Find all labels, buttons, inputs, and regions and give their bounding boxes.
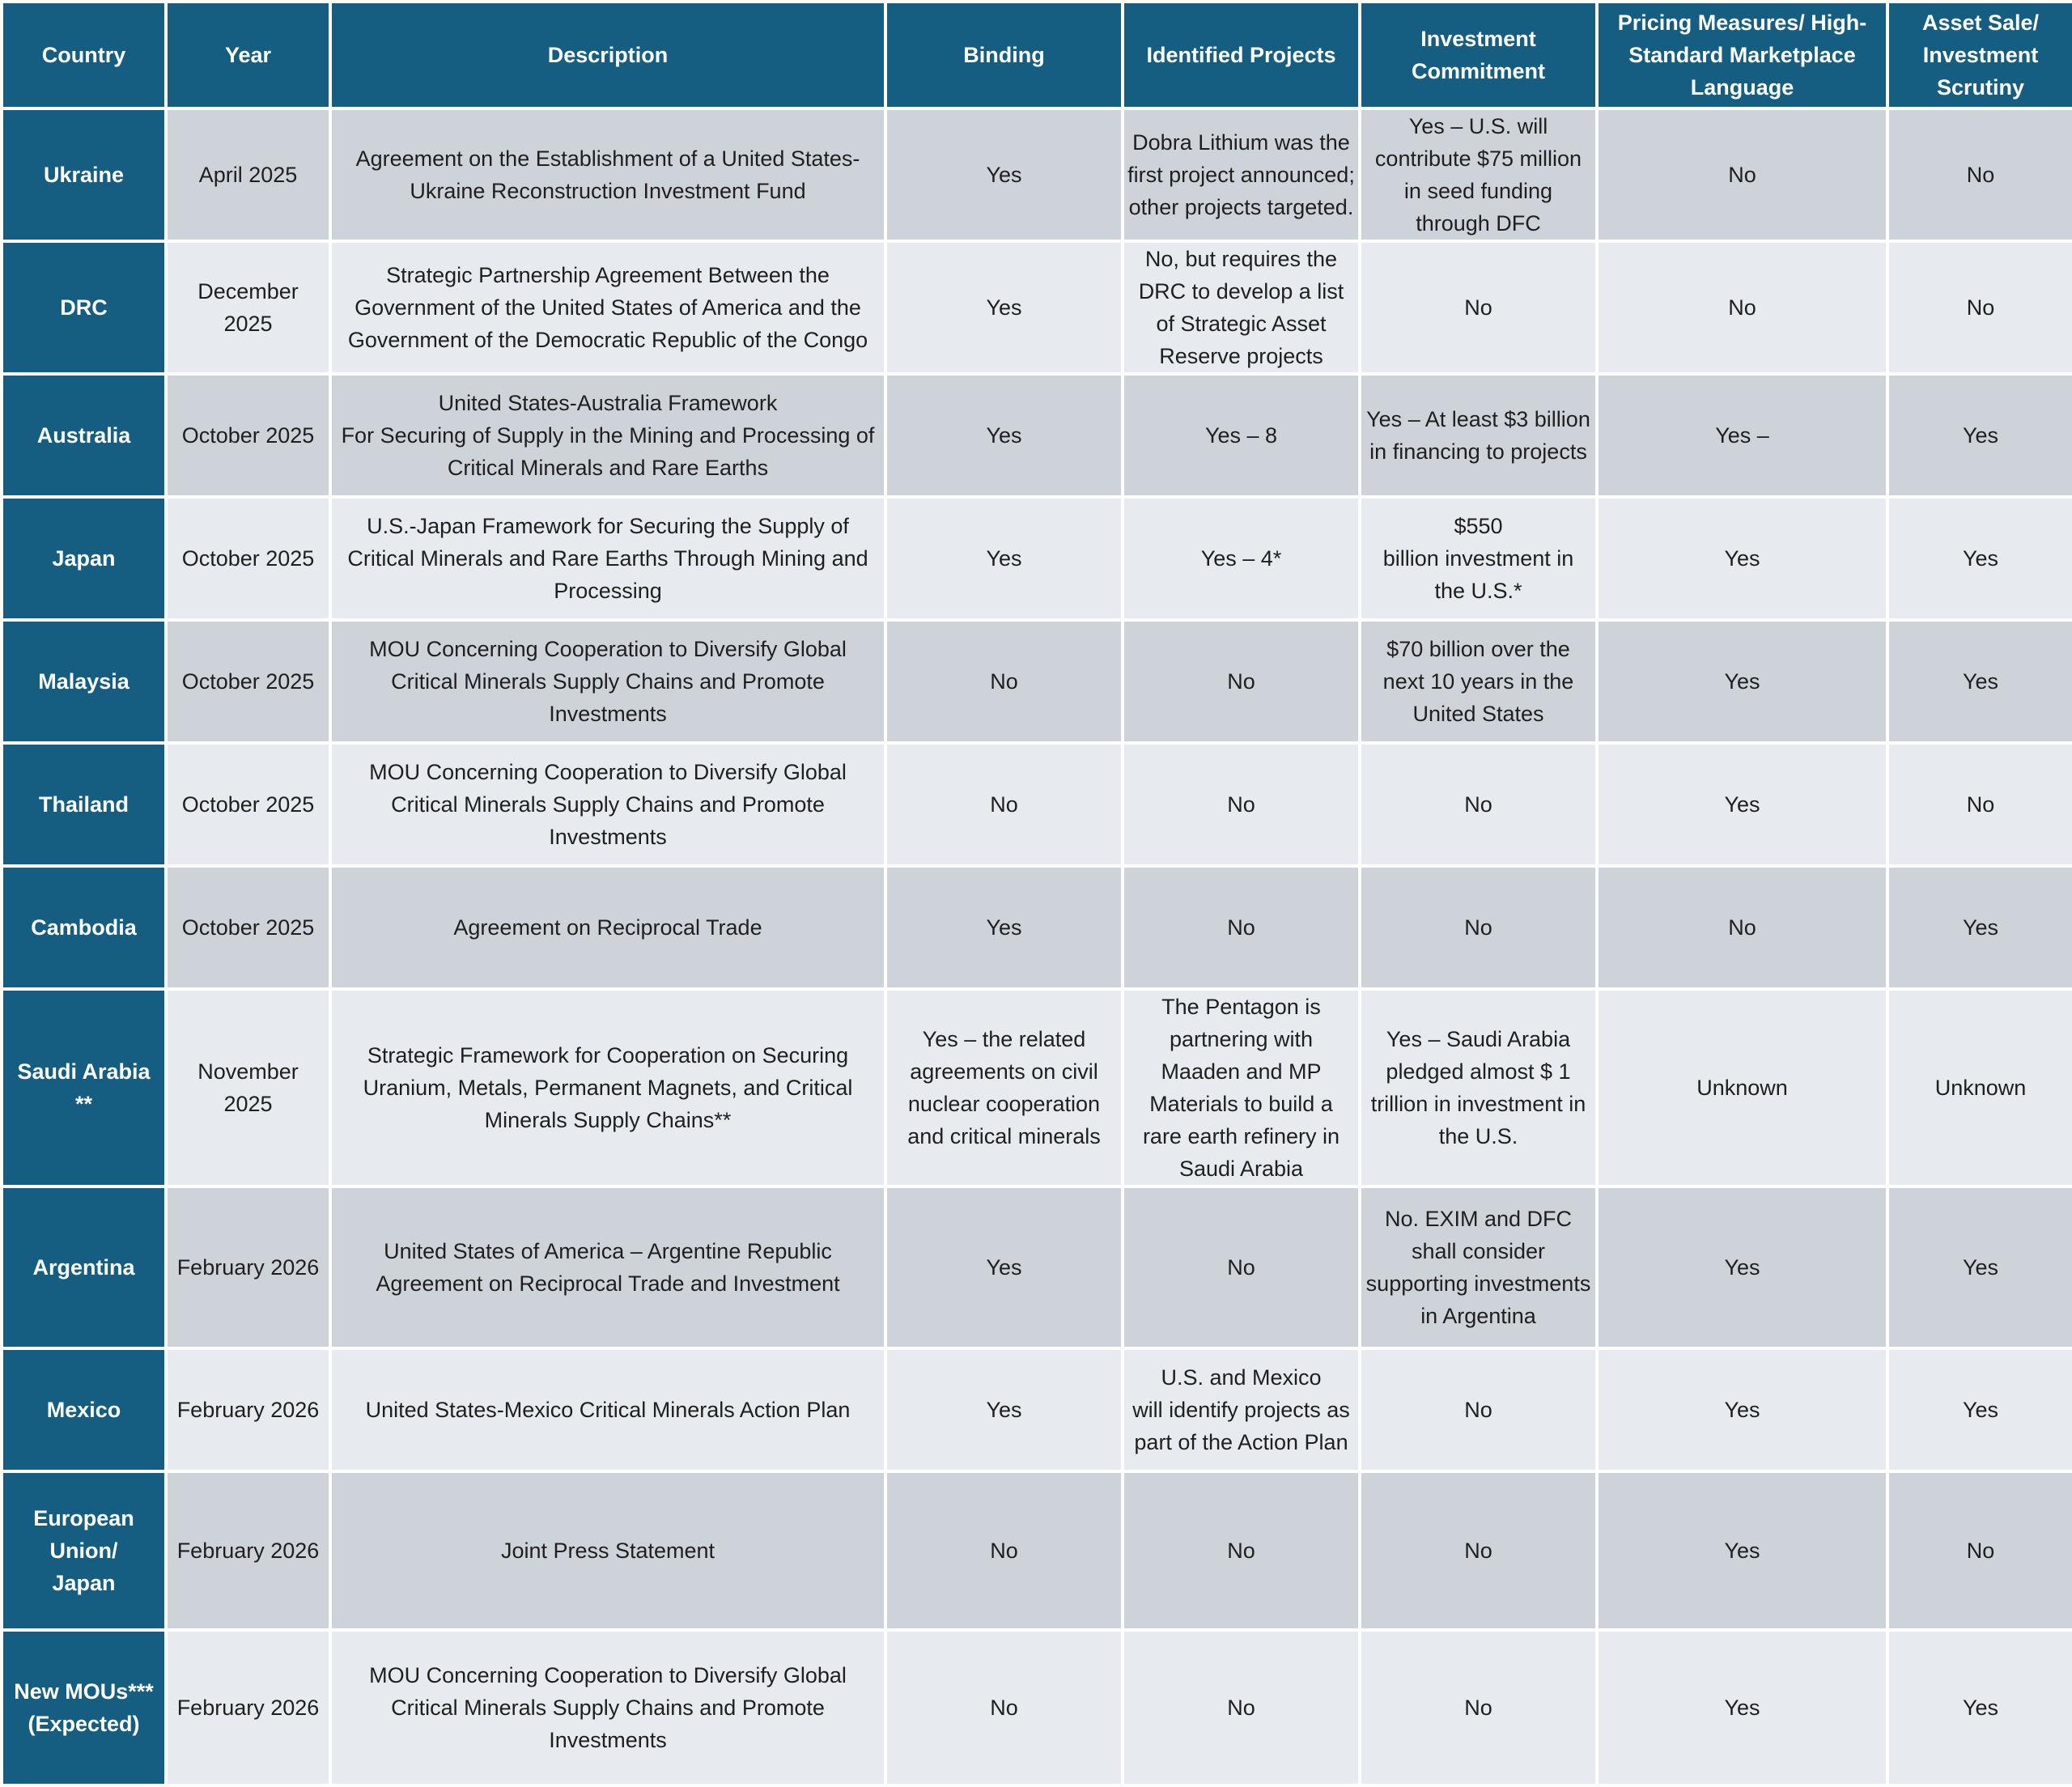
country-cell: Cambodia <box>2 866 166 989</box>
description-cell: United States of America – Argentine Republic Agreement on Reciprocal Trade and Investment <box>330 1186 885 1348</box>
country-cell: Argentina <box>2 1186 166 1348</box>
country-cell: Australia <box>2 374 166 497</box>
year-cell: October 2025 <box>166 497 330 620</box>
binding-cell: No <box>885 1630 1123 1785</box>
asset-cell: No <box>1887 1471 2072 1630</box>
binding-cell: Yes <box>885 1348 1123 1471</box>
investment-cell: No <box>1360 743 1597 866</box>
header-description: Description <box>330 2 885 108</box>
description-cell: MOU Concerning Cooperation to Diversify Global Critical Minerals Supply Chains and Promote Investments <box>330 620 885 743</box>
description-cell: Agreement on the Establishment of a United States- Ukraine Reconstruction Investment Fund <box>330 108 885 241</box>
description-cell: United States-Australia Framework For Securing of Supply in the Mining and Processing of Critical Minerals and Rare Earths <box>330 374 885 497</box>
year-cell: February 2026 <box>166 1186 330 1348</box>
country-cell: Saudi Arabia ** <box>2 989 166 1186</box>
investment-cell: No <box>1360 1471 1597 1630</box>
investment-cell: No <box>1360 1348 1597 1471</box>
projects-cell: U.S. and Mexico will identify projects as part of the Action Plan <box>1123 1348 1360 1471</box>
projects-cell: Yes – 4* <box>1123 497 1360 620</box>
pricing-cell: No <box>1597 241 1887 374</box>
country-cell: New MOUs*** (Expected) <box>2 1630 166 1785</box>
header-investment-commitment: Investment Commitment <box>1360 2 1597 108</box>
asset-cell: Yes <box>1887 620 2072 743</box>
binding-cell: No <box>885 1471 1123 1630</box>
header-pricing-measures: Pricing Measures/ High-Standard Marketplace Language <box>1597 2 1887 108</box>
description-cell: Joint Press Statement <box>330 1471 885 1630</box>
header-year: Year <box>166 2 330 108</box>
table-row <box>2 241 2072 374</box>
year-cell: October 2025 <box>166 374 330 497</box>
pricing-cell: Yes <box>1597 1186 1887 1348</box>
country-cell: Thailand <box>2 743 166 866</box>
pricing-cell: Yes <box>1597 1471 1887 1630</box>
binding-cell: Yes <box>885 108 1123 241</box>
table-row <box>2 108 2072 241</box>
binding-cell: Yes <box>885 497 1123 620</box>
table-row <box>2 620 2072 743</box>
description-cell: Strategic Framework for Cooperation on Securing Uranium, Metals, Permanent Magnets, and Critical Minerals Supply Chains** <box>330 989 885 1186</box>
projects-cell: No <box>1123 1630 1360 1785</box>
investment-cell: No <box>1360 1630 1597 1785</box>
year-cell: November 2025 <box>166 989 330 1186</box>
year-cell: October 2025 <box>166 743 330 866</box>
pricing-cell: No <box>1597 866 1887 989</box>
pricing-cell: Yes – <box>1597 374 1887 497</box>
table-row <box>2 497 2072 620</box>
year-cell: October 2025 <box>166 620 330 743</box>
pricing-cell: Yes <box>1597 1348 1887 1471</box>
table-row <box>2 1186 2072 1348</box>
country-cell: Japan <box>2 497 166 620</box>
binding-cell: No <box>885 743 1123 866</box>
projects-cell: No <box>1123 620 1360 743</box>
investment-cell: No <box>1360 241 1597 374</box>
binding-cell: Yes <box>885 374 1123 497</box>
pricing-cell: Yes <box>1597 497 1887 620</box>
investment-cell: $550 billion investment in the U.S.* <box>1360 497 1597 620</box>
pricing-cell: Yes <box>1597 620 1887 743</box>
pricing-cell: No <box>1597 108 1887 241</box>
country-cell: Malaysia <box>2 620 166 743</box>
country-cell: European Union/ Japan <box>2 1471 166 1630</box>
header-asset-sale: Asset Sale/ Investment Scrutiny <box>1887 2 2072 108</box>
asset-cell: Yes <box>1887 374 2072 497</box>
projects-cell: No <box>1123 743 1360 866</box>
pricing-cell: Yes <box>1597 743 1887 866</box>
pricing-cell: Yes <box>1597 1630 1887 1785</box>
investment-cell: Yes – Saudi Arabia pledged almost $ 1 trillion in investment in the U.S. <box>1360 989 1597 1186</box>
country-cell: Ukraine <box>2 108 166 241</box>
table-row <box>2 1348 2072 1471</box>
binding-cell: Yes <box>885 241 1123 374</box>
binding-cell: No <box>885 620 1123 743</box>
asset-cell: No <box>1887 241 2072 374</box>
header-identified-projects: Identified Projects <box>1123 2 1360 108</box>
projects-cell: The Pentagon is partnering with Maaden and MP Materials to build a rare earth refinery in Saudi Arabia <box>1123 989 1360 1186</box>
projects-cell: Yes – 8 <box>1123 374 1360 497</box>
investment-cell: Yes – At least $3 billion in financing to projects <box>1360 374 1597 497</box>
header-country: Country <box>2 2 166 108</box>
projects-cell: No <box>1123 866 1360 989</box>
binding-cell: Yes – the related agreements on civil nuclear cooperation and critical minerals <box>885 989 1123 1186</box>
pricing-cell: Unknown <box>1597 989 1887 1186</box>
header-binding: Binding <box>885 2 1123 108</box>
header-row <box>2 2 2072 108</box>
description-cell: Strategic Partnership Agreement Between the Government of the United States of America and the Government of the Democratic Republic of the Congo <box>330 241 885 374</box>
table-row <box>2 989 2072 1186</box>
country-cell: DRC <box>2 241 166 374</box>
table-row <box>2 866 2072 989</box>
year-cell: February 2026 <box>166 1348 330 1471</box>
description-cell: U.S.-Japan Framework for Securing the Supply of Critical Minerals and Rare Earths Through Mining and Processing <box>330 497 885 620</box>
asset-cell: No <box>1887 108 2072 241</box>
projects-cell: No, but requires the DRC to develop a list of Strategic Asset Reserve projects <box>1123 241 1360 374</box>
year-cell: December 2025 <box>166 241 330 374</box>
asset-cell: Yes <box>1887 1186 2072 1348</box>
description-cell: United States-Mexico Critical Minerals Action Plan <box>330 1348 885 1471</box>
investment-cell: No. EXIM and DFC shall consider supporting investments in Argentina <box>1360 1186 1597 1348</box>
year-cell: February 2026 <box>166 1630 330 1785</box>
binding-cell: Yes <box>885 1186 1123 1348</box>
asset-cell: Yes <box>1887 1348 2072 1471</box>
country-cell: Mexico <box>2 1348 166 1471</box>
projects-cell: No <box>1123 1471 1360 1630</box>
projects-cell: Dobra Lithium was the first project announced; other projects targeted. <box>1123 108 1360 241</box>
year-cell: October 2025 <box>166 866 330 989</box>
binding-cell: Yes <box>885 866 1123 989</box>
description-cell: MOU Concerning Cooperation to Diversify Global Critical Minerals Supply Chains and Promote Investments <box>330 1630 885 1785</box>
asset-cell: Yes <box>1887 866 2072 989</box>
year-cell: February 2026 <box>166 1471 330 1630</box>
year-cell: April 2025 <box>166 108 330 241</box>
asset-cell: Yes <box>1887 497 2072 620</box>
investment-cell: Yes – U.S. will contribute $75 million in seed funding through DFC <box>1360 108 1597 241</box>
description-cell: MOU Concerning Cooperation to Diversify Global Critical Minerals Supply Chains and Promote Investments <box>330 743 885 866</box>
projects-cell: No <box>1123 1186 1360 1348</box>
asset-cell: Unknown <box>1887 989 2072 1186</box>
asset-cell: No <box>1887 743 2072 866</box>
table-row <box>2 374 2072 497</box>
investment-cell: No <box>1360 866 1597 989</box>
table-row <box>2 1471 2072 1630</box>
description-cell: Agreement on Reciprocal Trade <box>330 866 885 989</box>
table-row <box>2 1630 2072 1785</box>
asset-cell: Yes <box>1887 1630 2072 1785</box>
table-row <box>2 743 2072 866</box>
investment-cell: $70 billion over the next 10 years in the United States <box>1360 620 1597 743</box>
